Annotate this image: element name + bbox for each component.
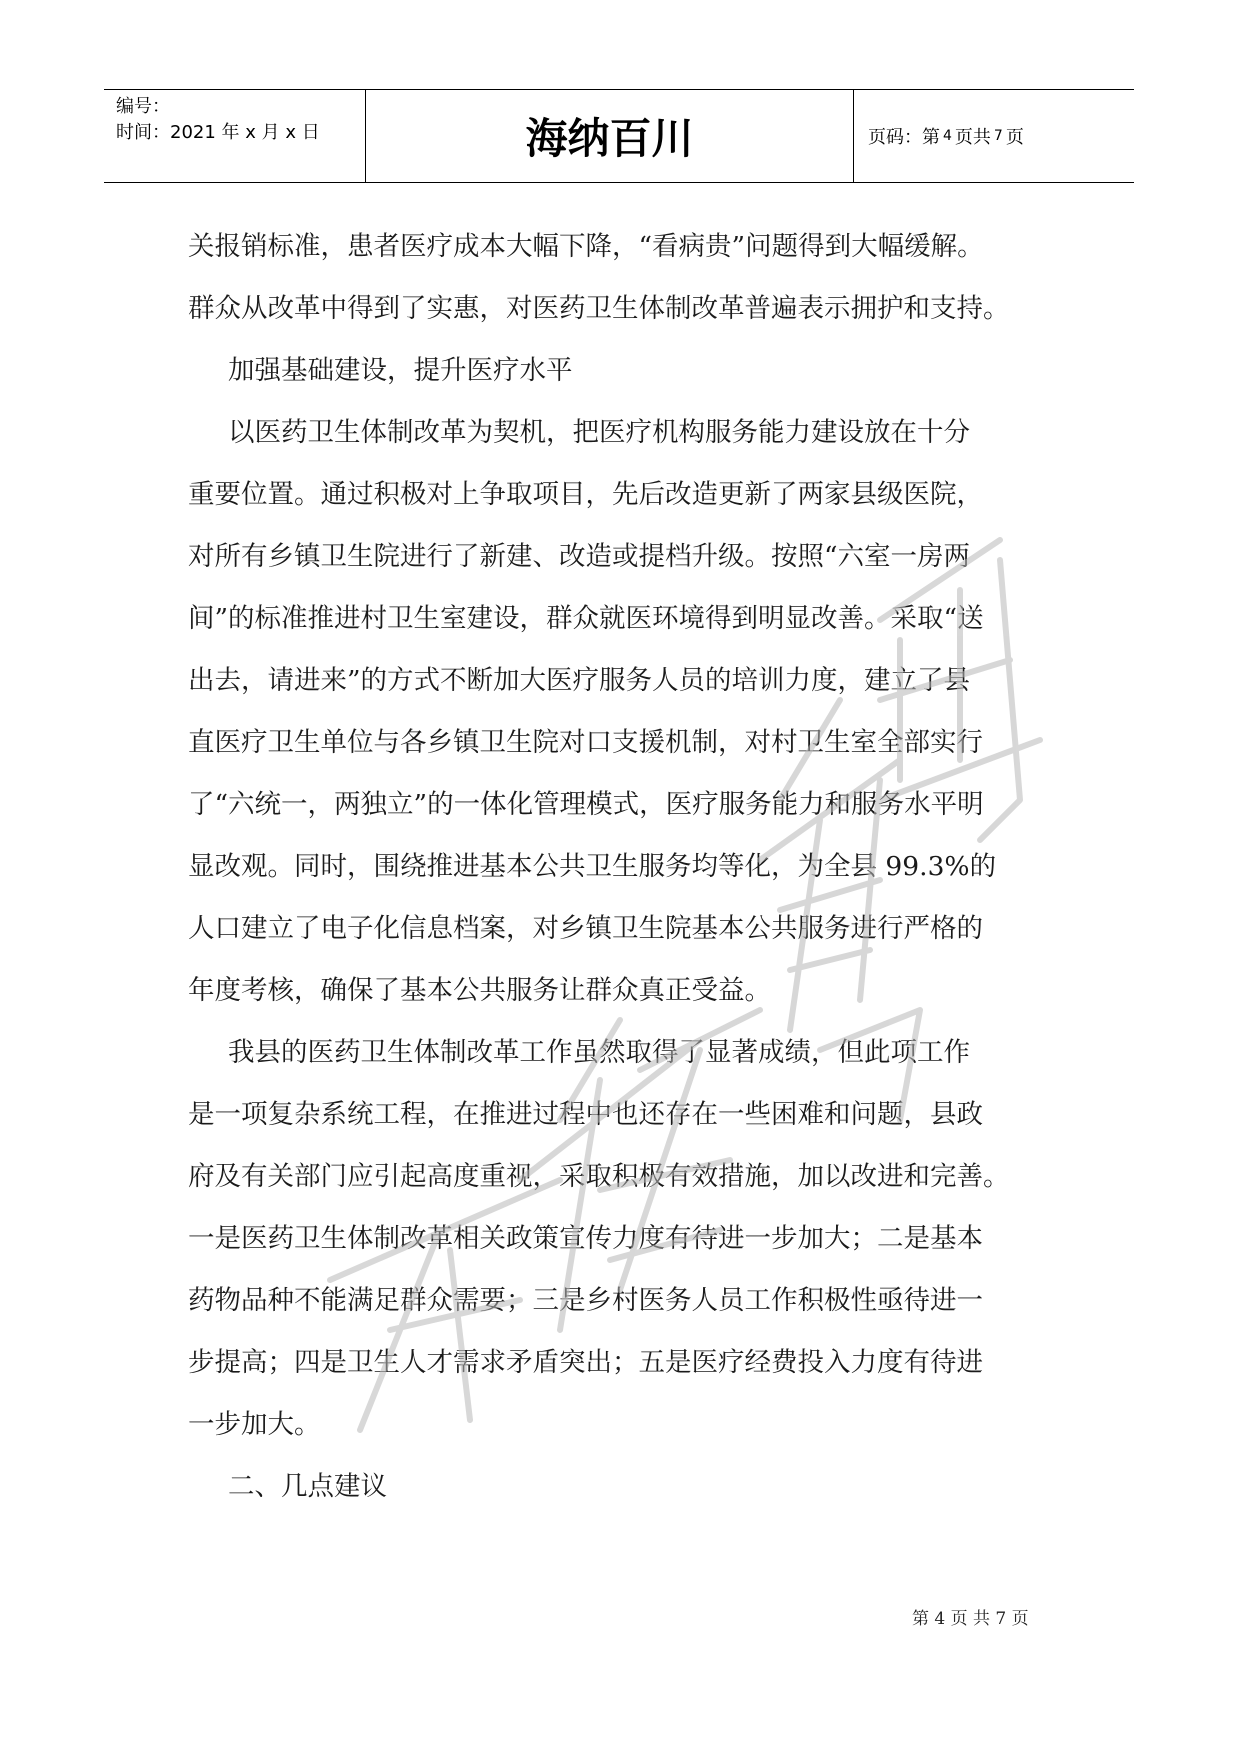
- paragraph-line: 府及有关部门应引起高度重视，采取积极有效措施，加以改进和完善。: [188, 1161, 1010, 1192]
- header-title: 海纳百川: [366, 90, 854, 182]
- paragraph-line: 显改观。同时，围绕推进基本公共卫生服务均等化，为全县 99.3%的: [188, 851, 997, 882]
- paragraph-line: 步提高；四是卫生人才需求矛盾突出；五是医疗经费投入力度有待进: [188, 1347, 983, 1378]
- page-footer: 第 4 页 共 7 页: [912, 1609, 1029, 1629]
- paragraph-line: 人口建立了电子化信息档案，对乡镇卫生院基本公共服务进行严格的: [188, 913, 983, 944]
- paragraph-line: 出去，请进来”的方式不断加大医疗服务人员的培训力度，建立了县: [188, 665, 971, 696]
- page-total: 7: [993, 128, 1003, 144]
- document-time: 时间：2021 年 x 月 x 日: [116, 122, 320, 143]
- page-prefix: 页码：第: [868, 127, 940, 148]
- paragraph-line: 加强基础建设，提升医疗水平: [228, 355, 573, 386]
- paragraph-line: 了“六统一，两独立”的一体化管理模式，医疗服务能力和服务水平明: [188, 789, 984, 820]
- header-meta: [104, 90, 366, 182]
- document-header: [104, 89, 1134, 183]
- paragraph-line: 二、几点建议: [228, 1471, 387, 1502]
- header-page-number: [854, 90, 1134, 182]
- document-number-label: 编号：: [116, 96, 170, 117]
- paragraph-line: 我县的医药卫生体制改革工作虽然取得了显著成绩，但此项工作: [228, 1037, 970, 1068]
- paragraph-line: 重要位置。通过积极对上争取项目，先后改造更新了两家县级医院，: [188, 479, 983, 510]
- body-text: [188, 216, 1088, 1518]
- paragraph-line: 一步加大。: [188, 1409, 321, 1440]
- paragraph-line: 年度考核，确保了基本公共服务让群众真正受益。: [188, 975, 771, 1006]
- page-suffix: 页: [1005, 127, 1024, 148]
- paragraph-line: 对所有乡镇卫生院进行了新建、改造或提档升级。按照“六室一房两: [188, 541, 971, 572]
- page-current: 4: [943, 128, 952, 144]
- paragraph-line: 以医药卫生体制改革为契机，把医疗机构服务能力建设放在十分: [228, 417, 970, 448]
- paragraph-line: 间”的标准推进村卫生室建设，群众就医环境得到明显改善。采取“送: [188, 603, 984, 634]
- paragraph-line: 药物品种不能满足群众需要；三是乡村医务人员工作积极性亟待进一: [188, 1285, 983, 1316]
- paragraph-line: 关报销标准，患者医疗成本大幅下降，“看病贵”问题得到大幅缓解。: [188, 231, 984, 262]
- paragraph-line: 直医疗卫生单位与各乡镇卫生院对口支援机制，对村卫生室全部实行: [188, 727, 983, 758]
- paragraph-line: 一是医药卫生体制改革相关政策宣传力度有待进一步加大；二是基本: [188, 1223, 983, 1254]
- paragraph-line: 是一项复杂系统工程，在推进过程中也还存在一些困难和问题，县政: [188, 1099, 983, 1130]
- page-mid: 页共: [954, 127, 991, 148]
- paragraph-line: 群众从改革中得到了实惠，对医药卫生体制改革普遍表示拥护和支持。: [188, 293, 1010, 324]
